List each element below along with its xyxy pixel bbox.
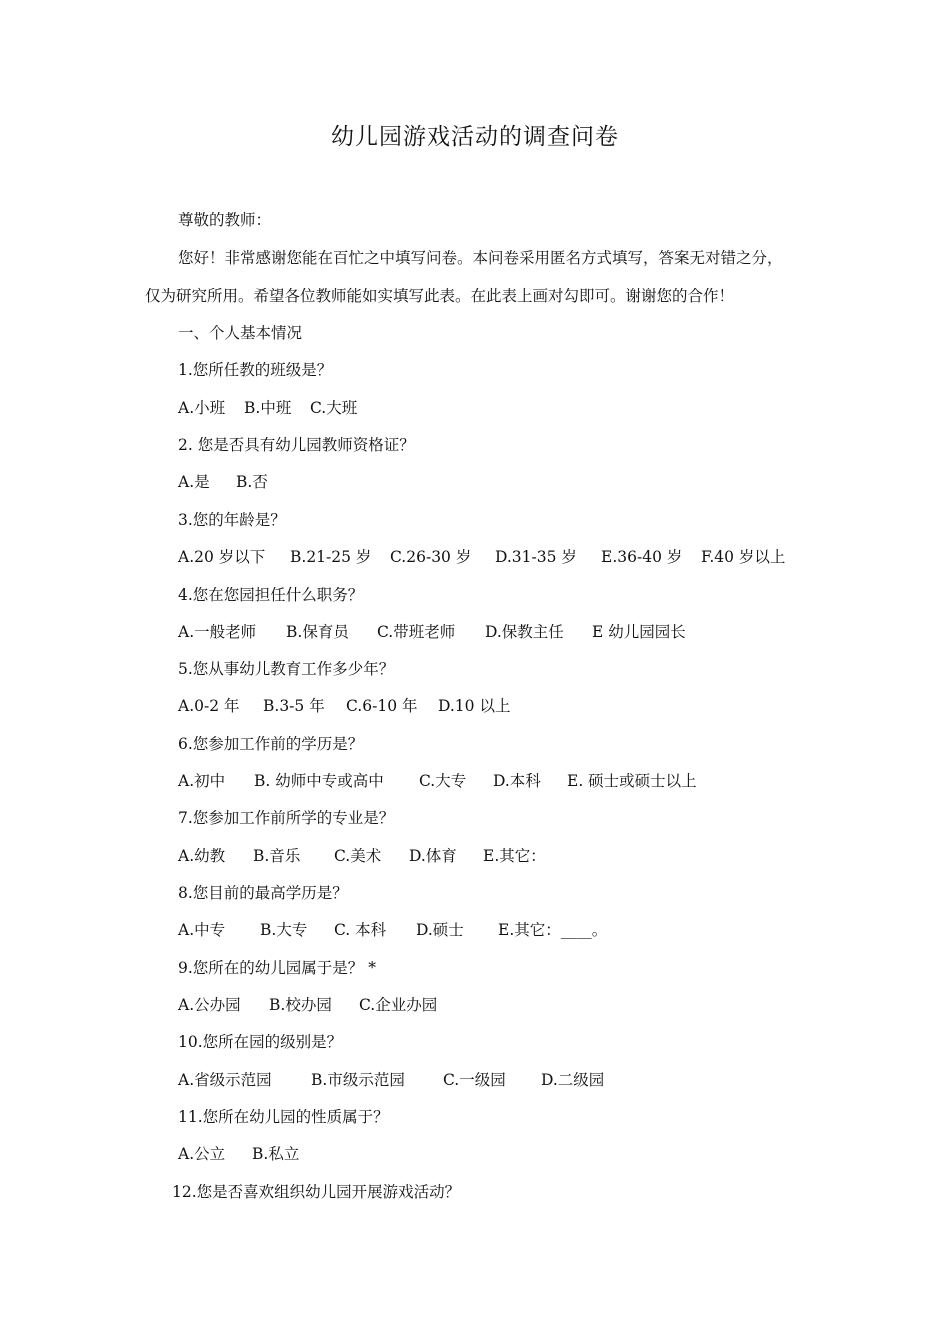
option: B.中班 bbox=[244, 399, 292, 417]
option: E.其它：____。 bbox=[498, 921, 608, 939]
question-4: 4.您在您园担任什么职务？ bbox=[178, 586, 364, 604]
option: C.6-10 年 bbox=[346, 697, 418, 715]
greeting: 尊敬的教师： bbox=[178, 211, 272, 229]
option: A.一般老师 bbox=[178, 623, 257, 641]
option: E.36-40 岁 bbox=[601, 548, 683, 566]
option: C.一级园 bbox=[443, 1071, 506, 1089]
option: C.带班老师 bbox=[377, 623, 456, 641]
question-12: 12.您是否喜欢组织幼儿园开展游戏活动？ bbox=[172, 1183, 461, 1201]
option: A.公立 bbox=[178, 1145, 226, 1163]
option: A.省级示范园 bbox=[178, 1071, 272, 1089]
question-9: 9.您所在的幼儿园属于是？ * bbox=[178, 959, 376, 977]
option: D.本科 bbox=[493, 772, 541, 790]
option: B.市级示范园 bbox=[311, 1071, 405, 1089]
option: C.26-30 岁 bbox=[390, 548, 472, 566]
option: C.企业办园 bbox=[359, 996, 438, 1014]
option: B. 幼师中专或高中 bbox=[254, 772, 384, 790]
options-5 bbox=[178, 695, 510, 717]
option: B.否 bbox=[236, 473, 268, 491]
options-11 bbox=[178, 1143, 299, 1165]
option: B.21-25 岁 bbox=[290, 548, 372, 566]
option: C.大专 bbox=[419, 772, 467, 790]
question-2: 2. 您是否具有幼儿园教师资格证？ bbox=[178, 436, 415, 454]
question-5: 5.您从事幼儿教育工作多少年？ bbox=[178, 660, 395, 678]
options-9 bbox=[178, 994, 437, 1016]
option: B.私立 bbox=[252, 1145, 300, 1163]
options-4 bbox=[178, 621, 686, 643]
option: A.小班 bbox=[178, 399, 226, 417]
option: A.初中 bbox=[178, 772, 226, 790]
option: B.大专 bbox=[260, 921, 308, 939]
option: A.幼教 bbox=[178, 847, 226, 865]
option: D.10 以上 bbox=[438, 697, 511, 715]
options-1 bbox=[178, 397, 357, 419]
options-2 bbox=[178, 471, 268, 493]
question-11: 11.您所在幼儿园的性质属于？ bbox=[178, 1108, 389, 1126]
question-10: 10.您所在园的级别是？ bbox=[178, 1033, 343, 1051]
option: D.硕士 bbox=[416, 921, 464, 939]
options-7 bbox=[178, 845, 546, 867]
option: B.音乐 bbox=[253, 847, 301, 865]
option: C. 本科 bbox=[334, 921, 387, 939]
question-7: 7.您参加工作前所学的专业是？ bbox=[178, 809, 395, 827]
options-8 bbox=[178, 919, 607, 941]
option: C.大班 bbox=[310, 399, 358, 417]
intro-line-2: 仅为研究所用。希望各位教师能如实填写此表。在此表上画对勾即可。谢谢您的合作！ bbox=[145, 287, 735, 305]
options-6 bbox=[178, 770, 697, 792]
option: C.美术 bbox=[334, 847, 382, 865]
option: F.40 岁以上 bbox=[701, 548, 786, 566]
document-title: 幼儿园游戏活动的调查问卷 bbox=[331, 124, 619, 150]
options-3 bbox=[178, 546, 785, 568]
option: A.20 岁以下 bbox=[178, 548, 266, 566]
option: A.是 bbox=[178, 473, 210, 491]
question-8: 8.您目前的最高学历是？ bbox=[178, 884, 348, 902]
options-10 bbox=[178, 1069, 604, 1091]
option: E. 硕士或硕士以上 bbox=[567, 772, 697, 790]
option: D.体育 bbox=[409, 847, 457, 865]
question-3: 3.您的年龄是？ bbox=[178, 511, 286, 529]
intro-line-1: 您好！非常感谢您能在百忙之中填写问卷。本问卷采用匿名方式填写，答案无对错之分， bbox=[178, 249, 783, 267]
question-1: 1.您所任教的班级是？ bbox=[178, 361, 333, 379]
option: D.31-35 岁 bbox=[495, 548, 577, 566]
option: A.公办园 bbox=[178, 996, 241, 1014]
option: D.保教主任 bbox=[485, 623, 564, 641]
option: B.3-5 年 bbox=[263, 697, 325, 715]
option: E.其它： bbox=[483, 847, 546, 865]
option: A.中专 bbox=[178, 921, 226, 939]
question-6: 6.您参加工作前的学历是？ bbox=[178, 735, 364, 753]
section-heading: 一、个人基本情况 bbox=[178, 324, 303, 342]
option: B.保育员 bbox=[286, 623, 349, 641]
option: A.0-2 年 bbox=[178, 697, 240, 715]
option: B.校办园 bbox=[269, 996, 332, 1014]
option: D.二级园 bbox=[541, 1071, 605, 1089]
option: E 幼儿园园长 bbox=[592, 623, 686, 641]
